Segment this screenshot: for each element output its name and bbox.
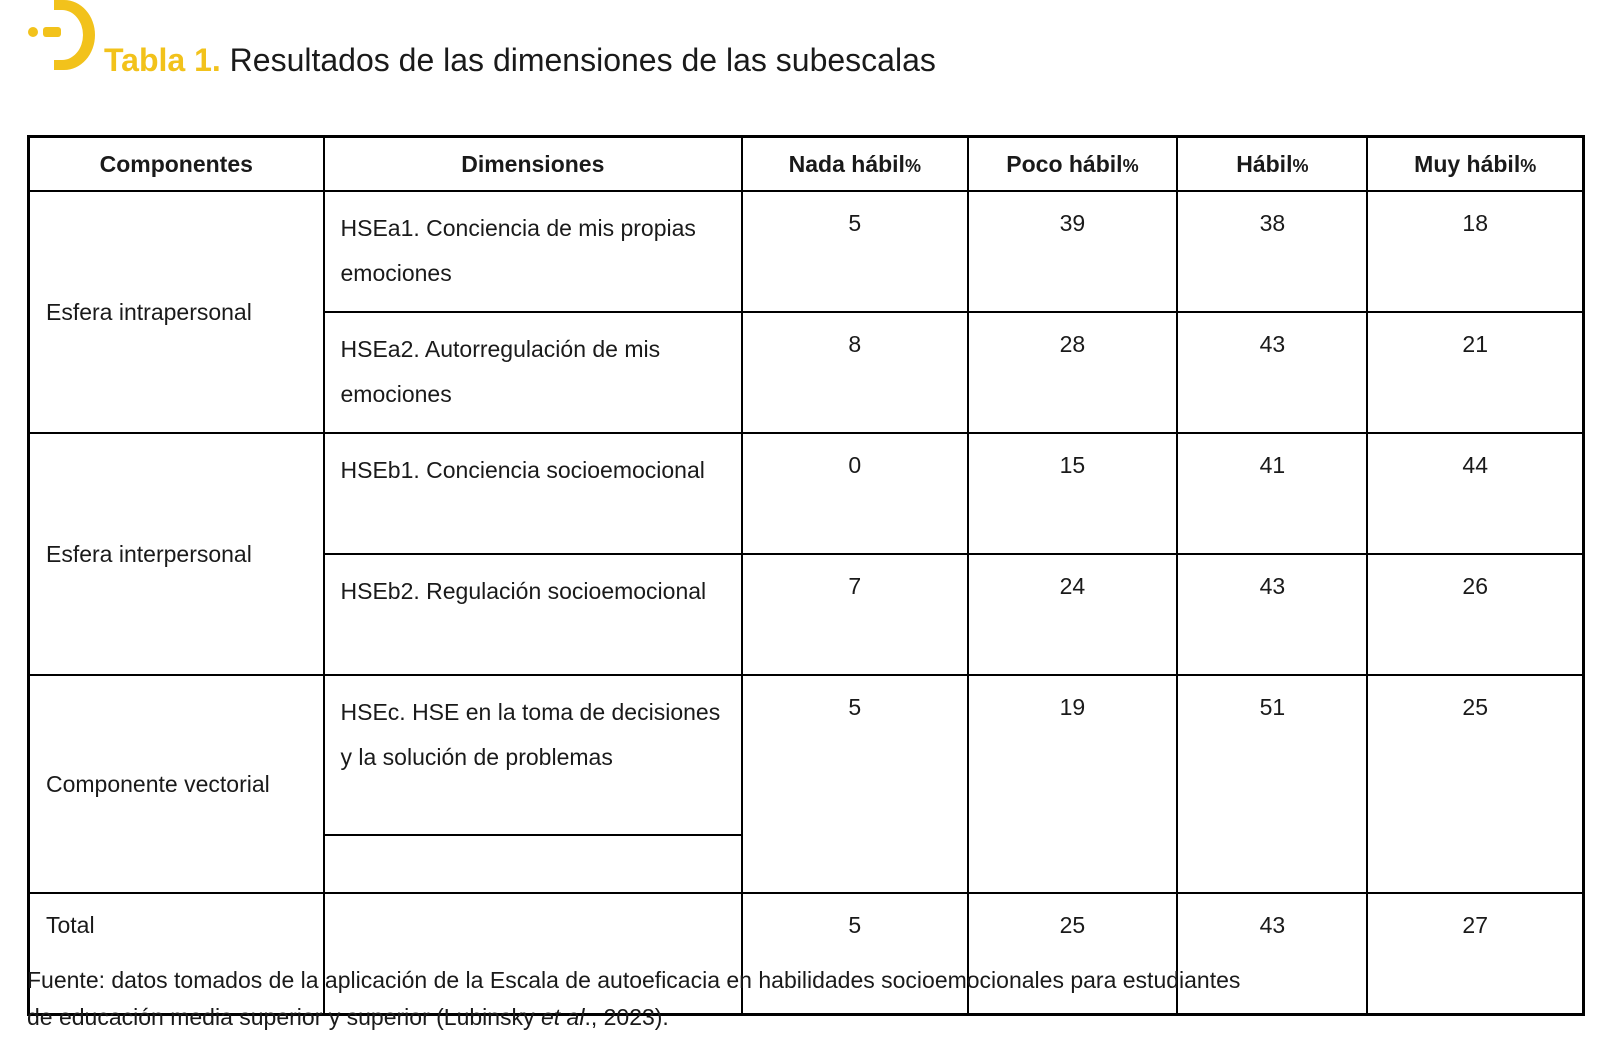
value-cell: 5: [742, 191, 967, 312]
total-value-cell: 25: [968, 893, 1178, 1015]
value-cell: 0: [742, 433, 967, 554]
value-cell: 8: [742, 312, 967, 433]
dimension-cell: HSEb2. Regulación socioemocional: [324, 554, 743, 675]
value-cell: 38: [1177, 191, 1367, 312]
dimension-cell: HSEb1. Conciencia socioemocional: [324, 433, 743, 554]
table-row: [29, 433, 1584, 554]
table-row: [29, 675, 1584, 835]
column-header-dimensiones: Dimensiones: [324, 137, 743, 192]
empty-cell: [324, 835, 743, 893]
component-cell: Componente vectorial: [29, 675, 324, 893]
dimension-cell: HSEa1. Conciencia de mis propias emociones: [324, 191, 743, 312]
column-header-poco-habil: Poco hábil%: [968, 137, 1178, 192]
total-value-cell: 43: [1177, 893, 1367, 1015]
total-value-cell: 5: [742, 893, 967, 1015]
value-cell: 28: [968, 312, 1178, 433]
value-cell: 19: [968, 675, 1178, 893]
dimension-cell: HSEa2. Autorregulación de mis emociones: [324, 312, 743, 433]
component-cell: Esfera interpersonal: [29, 433, 324, 675]
value-cell: 51: [1177, 675, 1367, 893]
total-value-cell: 27: [1367, 893, 1583, 1015]
value-cell: 44: [1367, 433, 1583, 554]
column-header-componentes: Componentes: [29, 137, 324, 192]
value-cell: 25: [1367, 675, 1583, 893]
value-cell: 26: [1367, 554, 1583, 675]
value-cell: 39: [968, 191, 1178, 312]
total-label: Total: [29, 893, 324, 1015]
value-cell: 21: [1367, 312, 1583, 433]
source-italic: et al: [540, 1004, 585, 1030]
value-cell: 18: [1367, 191, 1583, 312]
value-cell: 41: [1177, 433, 1367, 554]
yellow-arc-dash-logo-icon: [24, 0, 104, 74]
value-cell: 15: [968, 433, 1178, 554]
results-table: [27, 135, 1585, 1016]
component-cell: Esfera intrapersonal: [29, 191, 324, 433]
column-header-nada-habil: Nada hábil%: [742, 137, 967, 192]
column-header-muy-habil: Muy hábil%: [1367, 137, 1583, 192]
table-header-row: [29, 137, 1584, 192]
source-suffix: ., 2023).: [584, 1004, 669, 1030]
table-row: [29, 191, 1584, 312]
value-cell: 24: [968, 554, 1178, 675]
column-header-habil: Hábil%: [1177, 137, 1367, 192]
table-title-text: Resultados de las dimensiones de las subescalas: [229, 42, 936, 78]
value-cell: 5: [742, 675, 967, 893]
value-cell: 43: [1177, 312, 1367, 433]
dimension-cell: HSEc. HSE en la toma de decisiones y la solución de problemas: [324, 675, 743, 835]
source-text: Fuente: datos tomados de la aplicación de la Escala de autoeficacia en habilidades socioemocionales para estudiantes de educación media superior y superior (Lubinsky: [27, 967, 1241, 1030]
table-label: Tabla 1.: [104, 42, 221, 78]
value-cell: 7: [742, 554, 967, 675]
value-cell: 43: [1177, 554, 1367, 675]
source-note: [27, 962, 1267, 1036]
table-title: [104, 40, 936, 80]
